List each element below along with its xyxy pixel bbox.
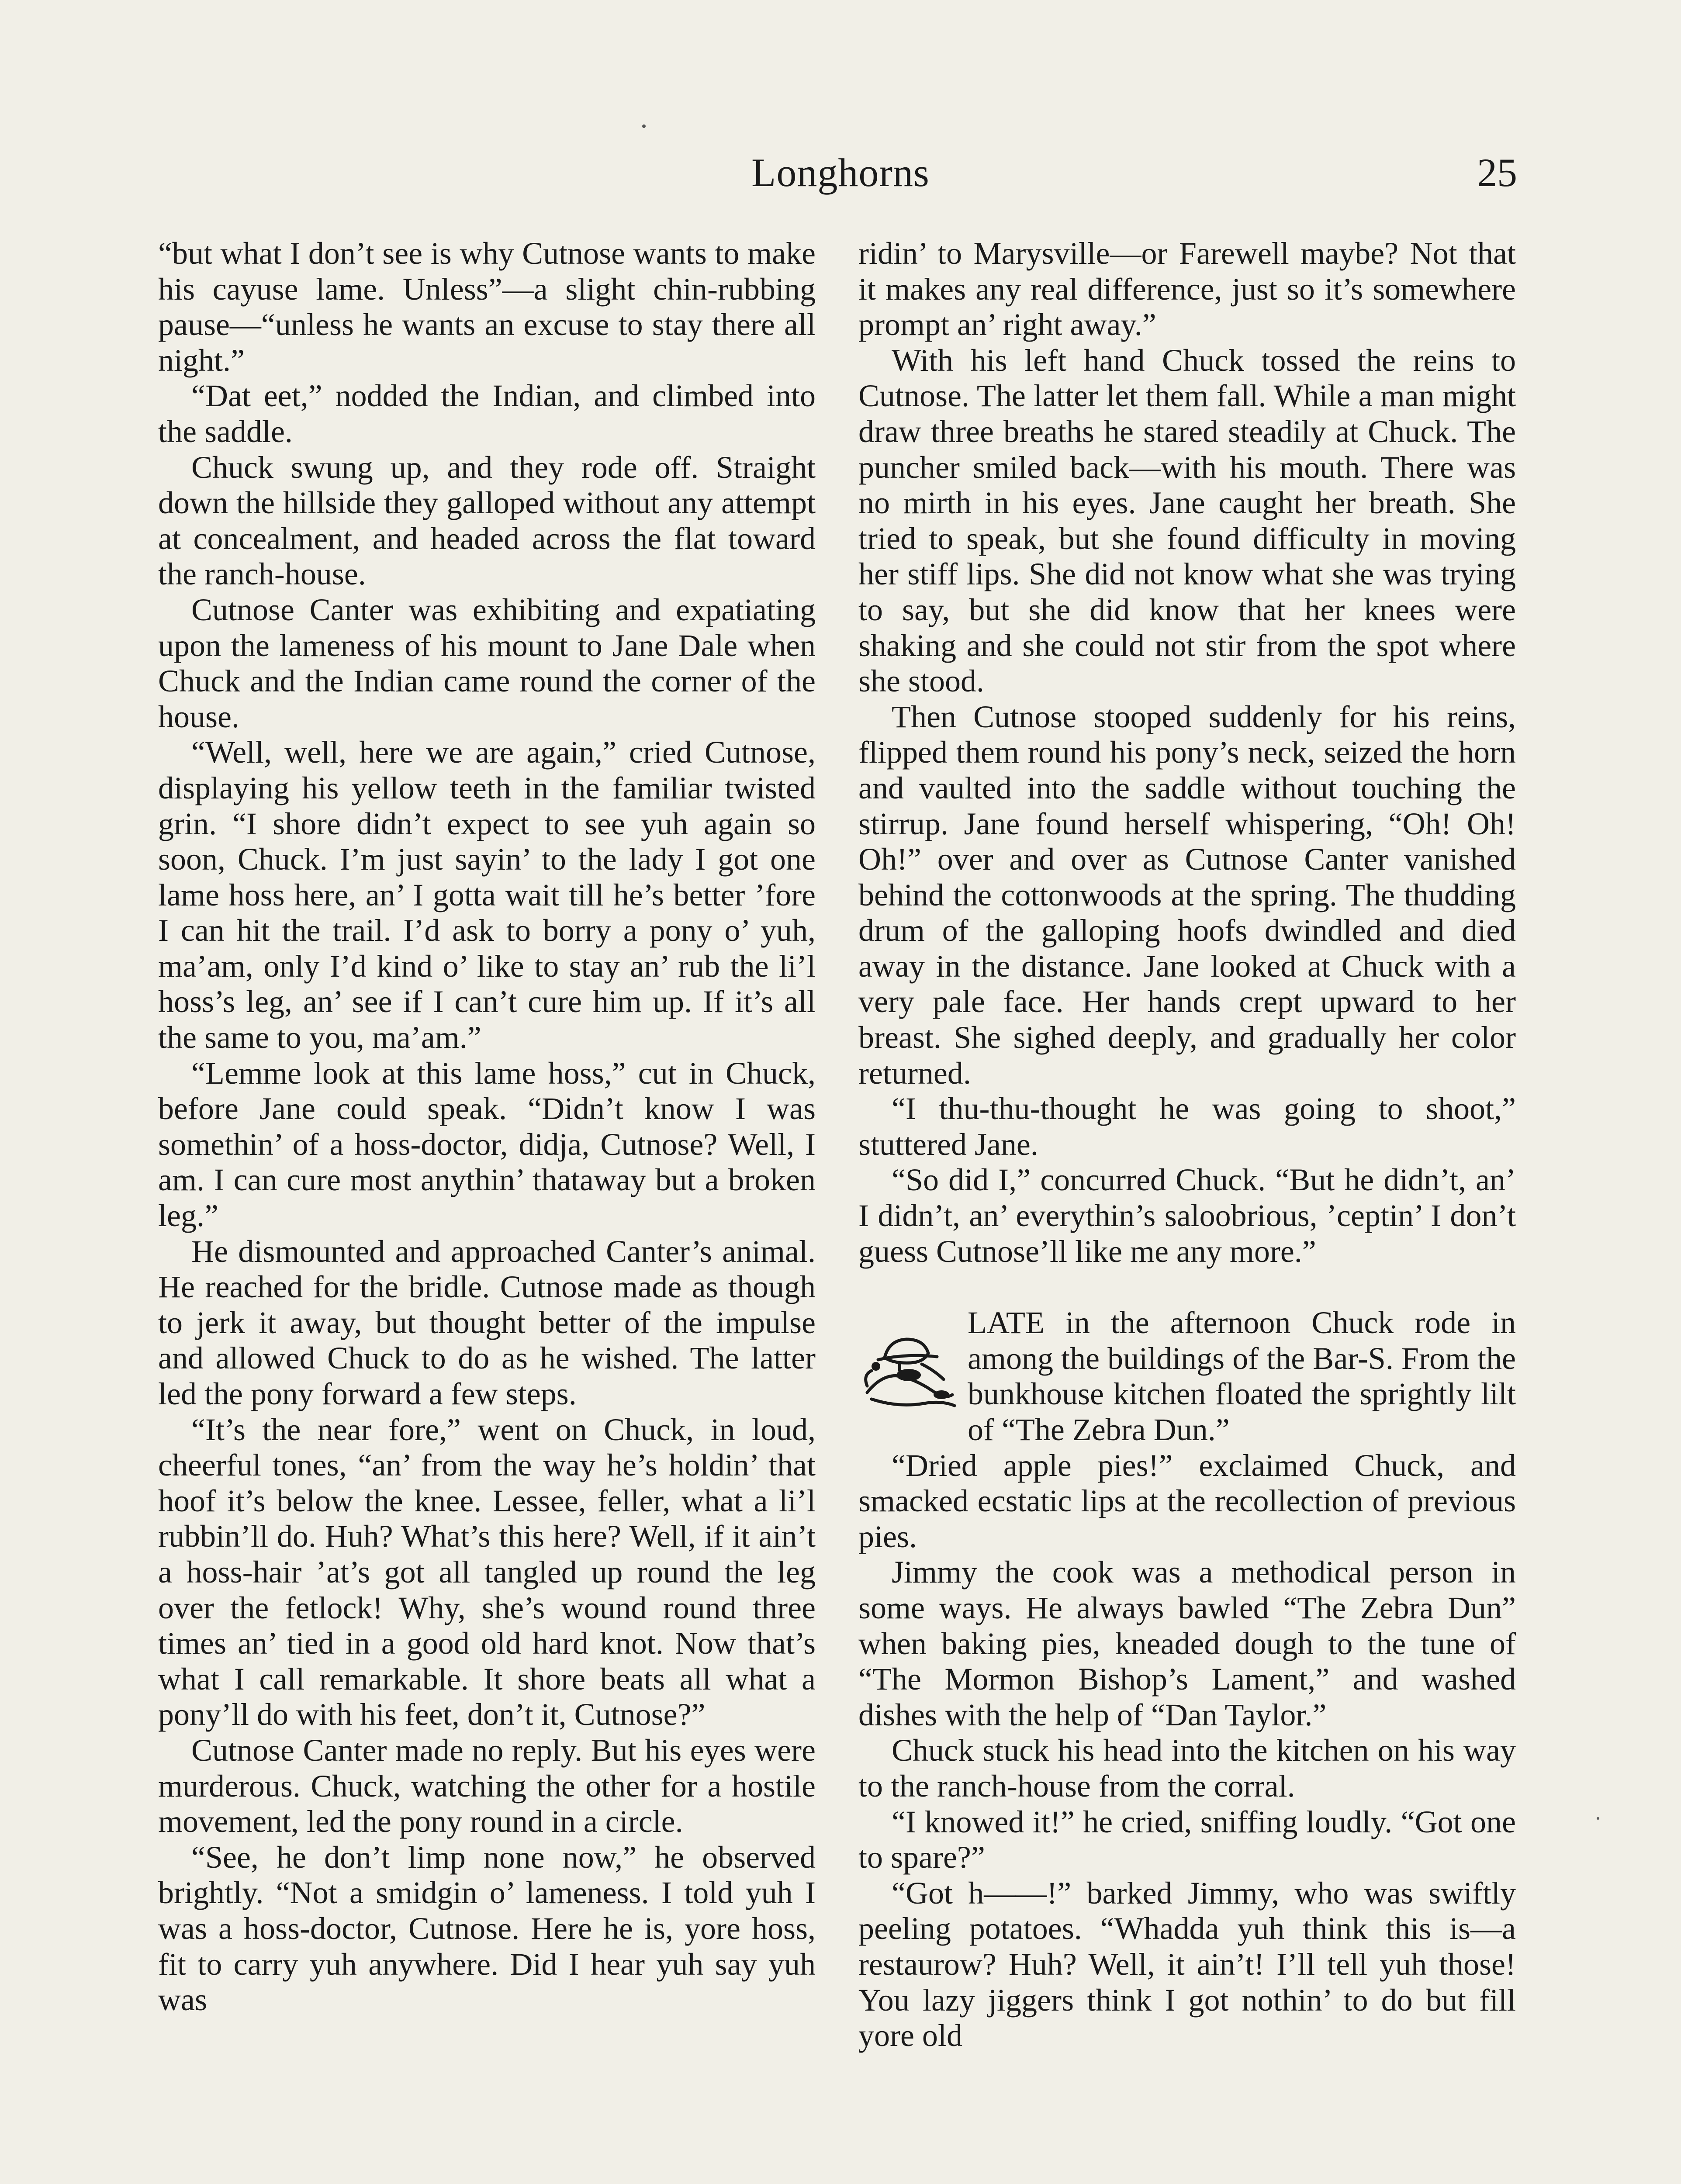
- paragraph: “Well, well, here we are again,” cried Cutnose, displaying his yellow teeth in the familiar twisted grin. “I shore didn’t expect to see yuh again so soon, Chuck. I’m just sayin’ to the lady I got one lame hoss here, an’ I gotta wait till he’s better ’fore I can hit the trail. I’d ask to borry a pony o’ yuh, ma’am, only I’d kind o’ like to stay an’ rub the li’l hoss’s leg, an’ see if I can’t cure him up. If it’s all the same to you, ma’am.”: [158, 735, 816, 1055]
- paragraph: ridin’ to Marysville—or Farewell maybe? Not that it makes any real difference, just so it’s somewhere prompt an’ right away.”: [858, 236, 1516, 342]
- paragraph: “but what I don’t see is why Cutnose wants to make his cayuse lame. Unless”—a slight chin-rubbing pause—“unless he wants an excuse to stay there all night.”: [158, 236, 816, 378]
- paragraph: Jimmy the cook was a methodical person in some ways. He always bawled “The Zebra Dun” when baking pies, kneaded dough to the tune of “The Mormon Bishop’s Lament,” and washed dishes with the help of “Dan Taylor.”: [858, 1555, 1516, 1732]
- page-number: 25: [1477, 150, 1517, 195]
- paragraph: Chuck stuck his head into the kitchen on his way to the ranch-house from the corral.: [858, 1733, 1516, 1804]
- paragraph: “So did I,” concurred Chuck. “But he didn’t, an’ I didn’t, an’ everythin’s saloobrious, ’ceptin’ I don’t guess Cutnose’ll like me any more.”: [858, 1162, 1516, 1269]
- running-head: [0, 144, 1681, 210]
- paragraph: “Got h——!” barked Jimmy, who was swiftly peeling potatoes. “Whadda yuh think this is—a restaurow? Huh? Well, it ain’t! I’ll tell yuh those! You lazy jiggers think I got nothin’ to do but fill yore old: [858, 1875, 1516, 2053]
- paragraph: Cutnose Canter made no reply. But his eyes were murderous. Chuck, watching the other for a hostile movement, led the pony round in a circle.: [158, 1732, 816, 1839]
- reclining-cowboy-ornament-icon: [858, 1305, 959, 1412]
- paragraph: “Dat eet,” nodded the Indian, and climbed into the saddle.: [158, 378, 816, 449]
- paragraph: Cutnose Canter was exhibiting and expatiating upon the lameness of his mount to Jane Dale when Chuck and the Indian came round the corner of the house.: [158, 592, 816, 734]
- paragraph: “Lemme look at this lame hoss,” cut in Chuck, before Jane could speak. “Didn’t know I was somethin’ of a hoss-doctor, didja, Cutnose? Well, I am. I can cure most anythin’ thataway but a broken leg.”: [158, 1055, 816, 1234]
- ink-speck: [642, 124, 646, 128]
- running-title: Longhorns: [751, 150, 930, 195]
- paragraph: With his left hand Chuck tossed the reins to Cutnose. The latter let them fall. While a man might draw three breaths he stared steadily at Chuck. The puncher smiled back—with his mouth. There was no mirth in his eyes. Jane caught her breath. She tried to speak, but she found difficulty in moving her stiff lips. She did not know what she was trying to say, but she did know that her knees were shaking and she could not stir from the spot where she stood.: [858, 342, 1516, 699]
- paragraph: “I knowed it!” he cried, sniffing loudly. “Got one to spare?”: [858, 1804, 1516, 1875]
- paragraph: “See, he don’t limp none now,” he observed brightly. “Not a smidgin o’ lameness. I told yuh I was a hoss-doctor, Cutnose. Here he is, yore hoss, fit to carry yuh anywhere. Did I hear yuh say yuh was: [158, 1839, 816, 2018]
- left-column: [158, 236, 816, 2018]
- paragraph: “It’s the near fore,” went on Chuck, in loud, cheerful tones, “an’ from the way he’s holdin’ that hoof it’s below the knee. Lessee, feller, what a li’l rubbin’ll do. Huh? What’s this here? Well, if it ain’t a hoss-hair ’at’s got all tangled up round the leg over the fetlock! Why, she’s wound round three times an’ tied in a good old hard knot. Now that’s what I call remarkable. It shore beats all what a pony’ll do with his feet, don’t it, Cutnose?”: [158, 1412, 816, 1732]
- ink-speck: [1597, 1817, 1599, 1820]
- paragraph: “Dried apple pies!” exclaimed Chuck, and smacked ecstatic lips at the recollection of previous pies.: [858, 1448, 1516, 1554]
- paragraph: Then Cutnose stooped suddenly for his reins, flipped them round his pony’s neck, seized the horn and vaulted into the saddle without touching the stirrup. Jane found herself whispering, “Oh! Oh! Oh!” over and over as Cutnose Canter vanished behind the cottonwoods at the spring. The thudding drum of the galloping hoofs dwindled and died away in the distance. Jane looked at Chuck with a very pale face. Her hands crept upward to her breast. She sighed deeply, and gradually her color returned.: [858, 699, 1516, 1091]
- right-column: [858, 236, 1516, 2054]
- paragraph: Chuck swung up, and they rode off. Straight down the hillside they galloped without any attempt at concealment, and headed across the flat toward the ranch-house.: [158, 449, 816, 592]
- section-two: [858, 1305, 1516, 2053]
- paragraph: LATE in the afternoon Chuck rode in among the buildings of the Bar-S. From the bunkhouse kitchen floated the sprightly lilt of “The Zebra Dun.”: [968, 1305, 1516, 1447]
- paragraph: He dismounted and approached Canter’s animal. He reached for the bridle. Cutnose made as though to jerk it away, but thought better of the impulse and allowed Chuck to do as he wished. The latter led the pony forward a few steps.: [158, 1234, 816, 1411]
- paragraph: “I thu-thu-thought he was going to shoot,” stuttered Jane.: [858, 1091, 1516, 1162]
